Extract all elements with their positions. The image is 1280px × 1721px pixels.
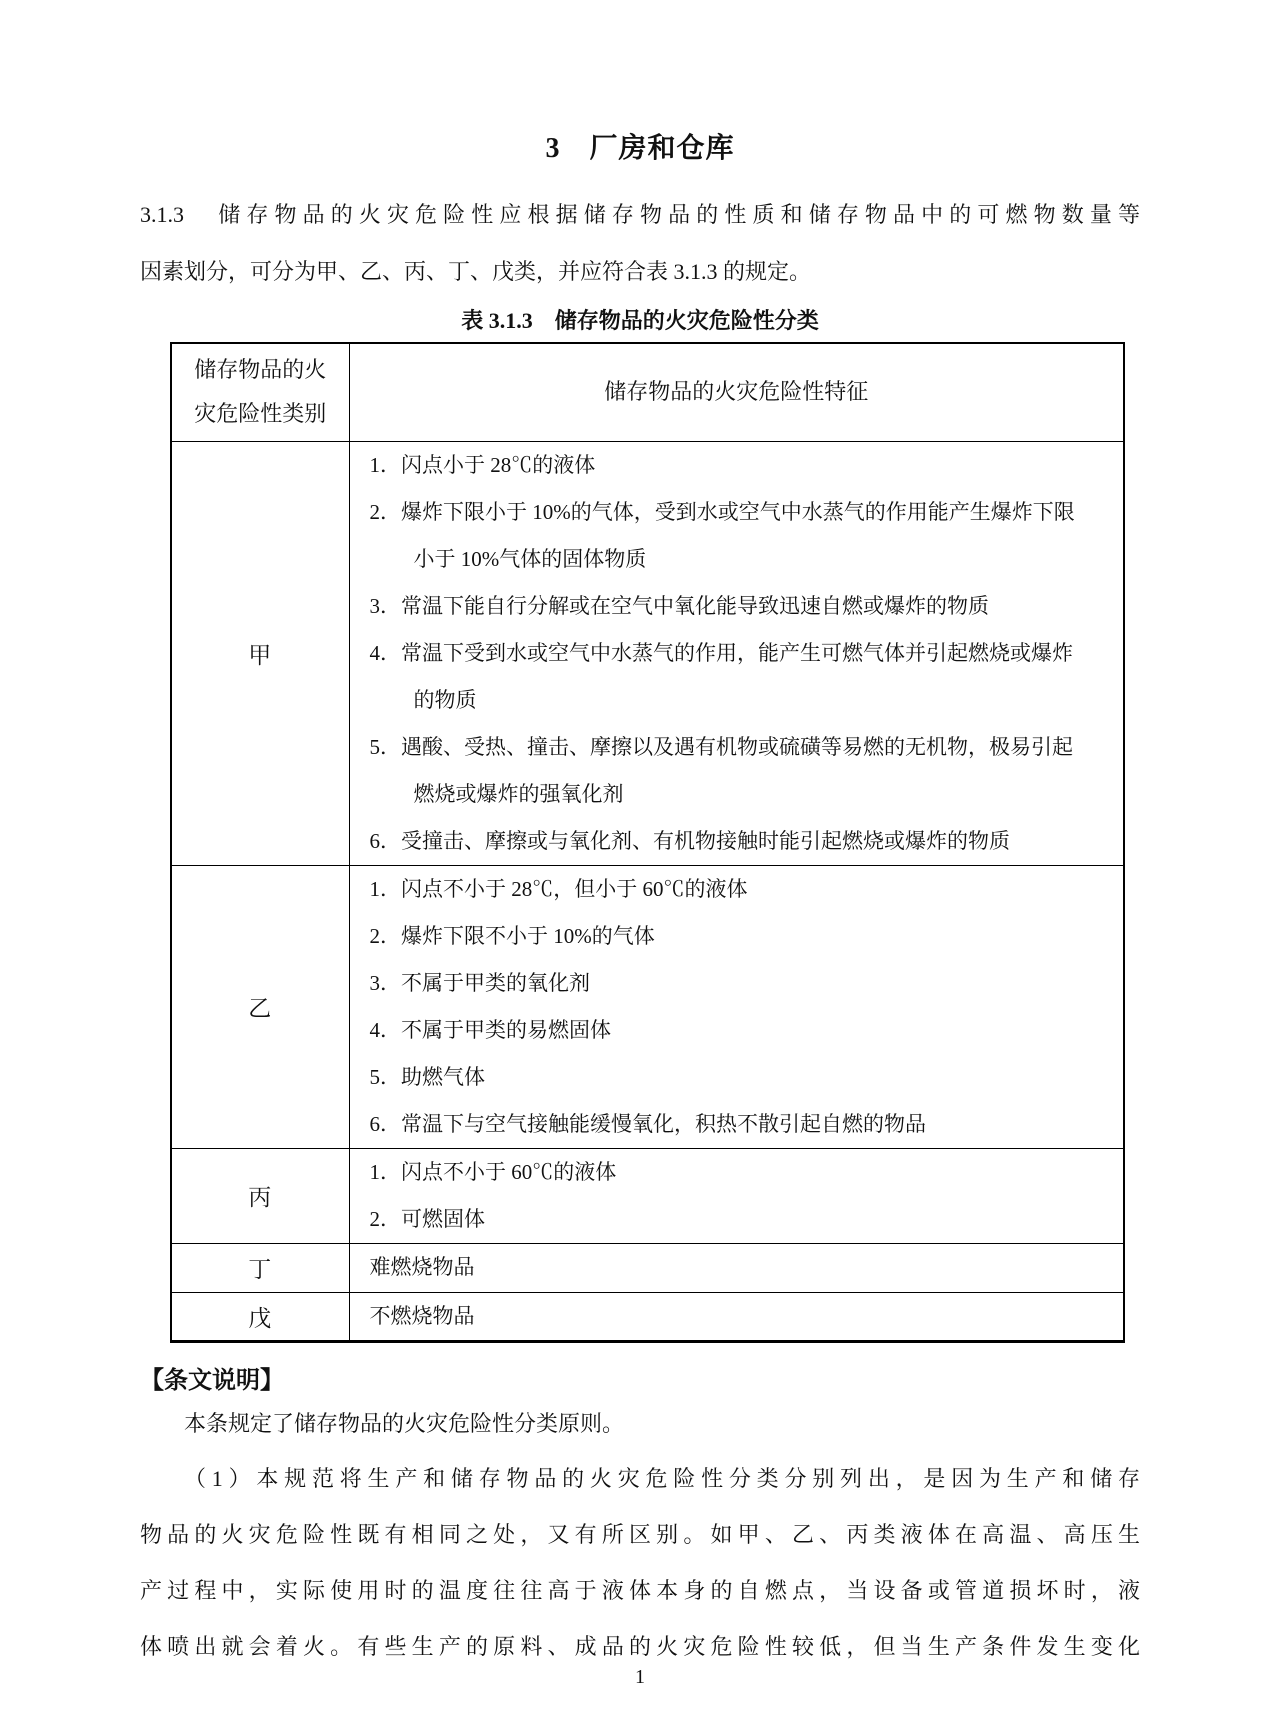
table-header-row <box>171 343 1124 441</box>
hazard-classification-table <box>170 342 1125 1343</box>
page-number: 1 <box>635 1666 645 1688</box>
feature-line: 难燃烧物品 <box>369 1255 475 1279</box>
column-header-category <box>171 343 349 441</box>
category-cell: 丁 <box>171 1243 349 1292</box>
column-header-features: 储存物品的火灾危险性特征 <box>349 343 1124 441</box>
table-row-bing <box>171 1148 1124 1243</box>
feature-line: 3．常温下能自行分解或在空气中氧化能导致迅速自燃或爆炸的物质 <box>369 593 989 618</box>
category-cell: 甲 <box>171 441 349 865</box>
clause-line: 因素划分，可分为甲、乙、丙、丁、戊类，并应符合表 3.1.3 的规定。 <box>140 259 812 284</box>
notes-paragraph <box>140 1451 1140 1675</box>
feature-line: 4．不属于甲类的易燃固体 <box>369 1017 611 1042</box>
category-cell: 戊 <box>171 1292 349 1341</box>
feature-item <box>370 724 1118 818</box>
feature-item <box>370 818 1118 865</box>
feature-line: 4．常温下受到水或空气中水蒸气的作用，能产生可燃气体并引起燃烧或爆炸 <box>369 640 1073 665</box>
feature-item <box>370 1149 1118 1196</box>
clause-3-1-3 <box>140 186 1140 300</box>
feature-line: 1．闪点小于 28℃的液体 <box>369 452 596 477</box>
table-caption: 表 3.1.3 储存物品的火灾危险性分类 <box>461 308 819 333</box>
category-cell: 乙 <box>171 865 349 1148</box>
document-page <box>140 0 1140 1675</box>
feature-item <box>370 866 1118 913</box>
column-header-category-line: 灾危险性类别 <box>194 401 327 427</box>
feature-item <box>370 960 1118 1007</box>
feature-item <box>370 1196 1118 1243</box>
feature-line: 2．爆炸下限小于 10%的气体，受到水或空气中水蒸气的作用能产生爆炸下限 <box>369 499 1075 524</box>
notes-heading: 【条文说明】 <box>140 1366 284 1394</box>
category-cell: 丙 <box>171 1148 349 1243</box>
feature-item <box>370 630 1118 724</box>
section-title: 3 厂房和仓库 <box>545 133 735 164</box>
feature-line: 1．闪点不小于 60℃的液体 <box>369 1159 617 1184</box>
feature-item <box>370 583 1118 630</box>
table-row-ding <box>171 1243 1124 1292</box>
notes-line: 体喷出就会着火。有些生产的原料、成品的火灾危险性较低，但当生产条件发生变化 <box>140 1633 1140 1659</box>
features-cell <box>349 1292 1124 1341</box>
clause-line: 3.1.3 储存物品的火灾危险性应根据储存物品的性质和储存物品中的可燃物数量等 <box>140 202 1140 227</box>
feature-item <box>370 442 1118 489</box>
feature-line: 小于 10%气体的固体物质 <box>413 546 647 571</box>
table-row-wu <box>171 1292 1124 1341</box>
features-cell <box>349 441 1124 865</box>
feature-line: 不燃烧物品 <box>369 1303 475 1328</box>
features-cell <box>349 1148 1124 1243</box>
notes-line: 物品的火灾危险性既有相同之处，又有所区别。如甲、乙、丙类液体在高温、高压生 <box>140 1521 1140 1547</box>
feature-line: 燃烧或爆炸的强氧化剂 <box>413 781 624 806</box>
column-header-category-line: 储存物品的火 <box>194 357 327 383</box>
feature-line: 6．常温下与空气接触能缓慢氧化，积热不散引起自燃的物品 <box>369 1111 926 1136</box>
feature-line: 2．可燃固体 <box>369 1206 485 1231</box>
feature-line: 3．不属于甲类的氧化剂 <box>369 970 590 995</box>
feature-item <box>370 1293 1118 1340</box>
feature-line: 1．闪点不小于 28℃，但小于 60℃的液体 <box>369 876 748 901</box>
notes-paragraph: 本条规定了储存物品的火灾危险性分类原则。 <box>184 1410 625 1436</box>
feature-item <box>370 913 1118 960</box>
feature-item <box>370 1101 1118 1148</box>
notes-line: （1）本规范将生产和储存物品的火灾危险性分类分别列出，是因为生产和储存 <box>184 1465 1140 1491</box>
features-cell <box>349 865 1124 1148</box>
feature-line: 6．受撞击、摩擦或与氧化剂、有机物接触时能引起燃烧或爆炸的物质 <box>369 828 1010 853</box>
features-cell <box>349 1243 1124 1292</box>
feature-line: 2．爆炸下限不小于 10%的气体 <box>369 923 655 948</box>
feature-line: 5．遇酸、受热、撞击、摩擦以及遇有机物或硫磺等易燃的无机物，极易引起 <box>369 734 1073 759</box>
table-row-yi <box>171 865 1124 1148</box>
notes-line: 产过程中，实际使用时的温度往往高于液体本身的自燃点，当设备或管道损坏时，液 <box>140 1577 1140 1603</box>
feature-item <box>370 489 1118 583</box>
feature-item <box>370 1007 1118 1054</box>
feature-line: 5．助燃气体 <box>369 1064 485 1089</box>
table-row-jia <box>171 441 1124 865</box>
feature-line: 的物质 <box>413 687 477 712</box>
feature-item <box>370 1244 1118 1291</box>
feature-item <box>370 1054 1118 1101</box>
